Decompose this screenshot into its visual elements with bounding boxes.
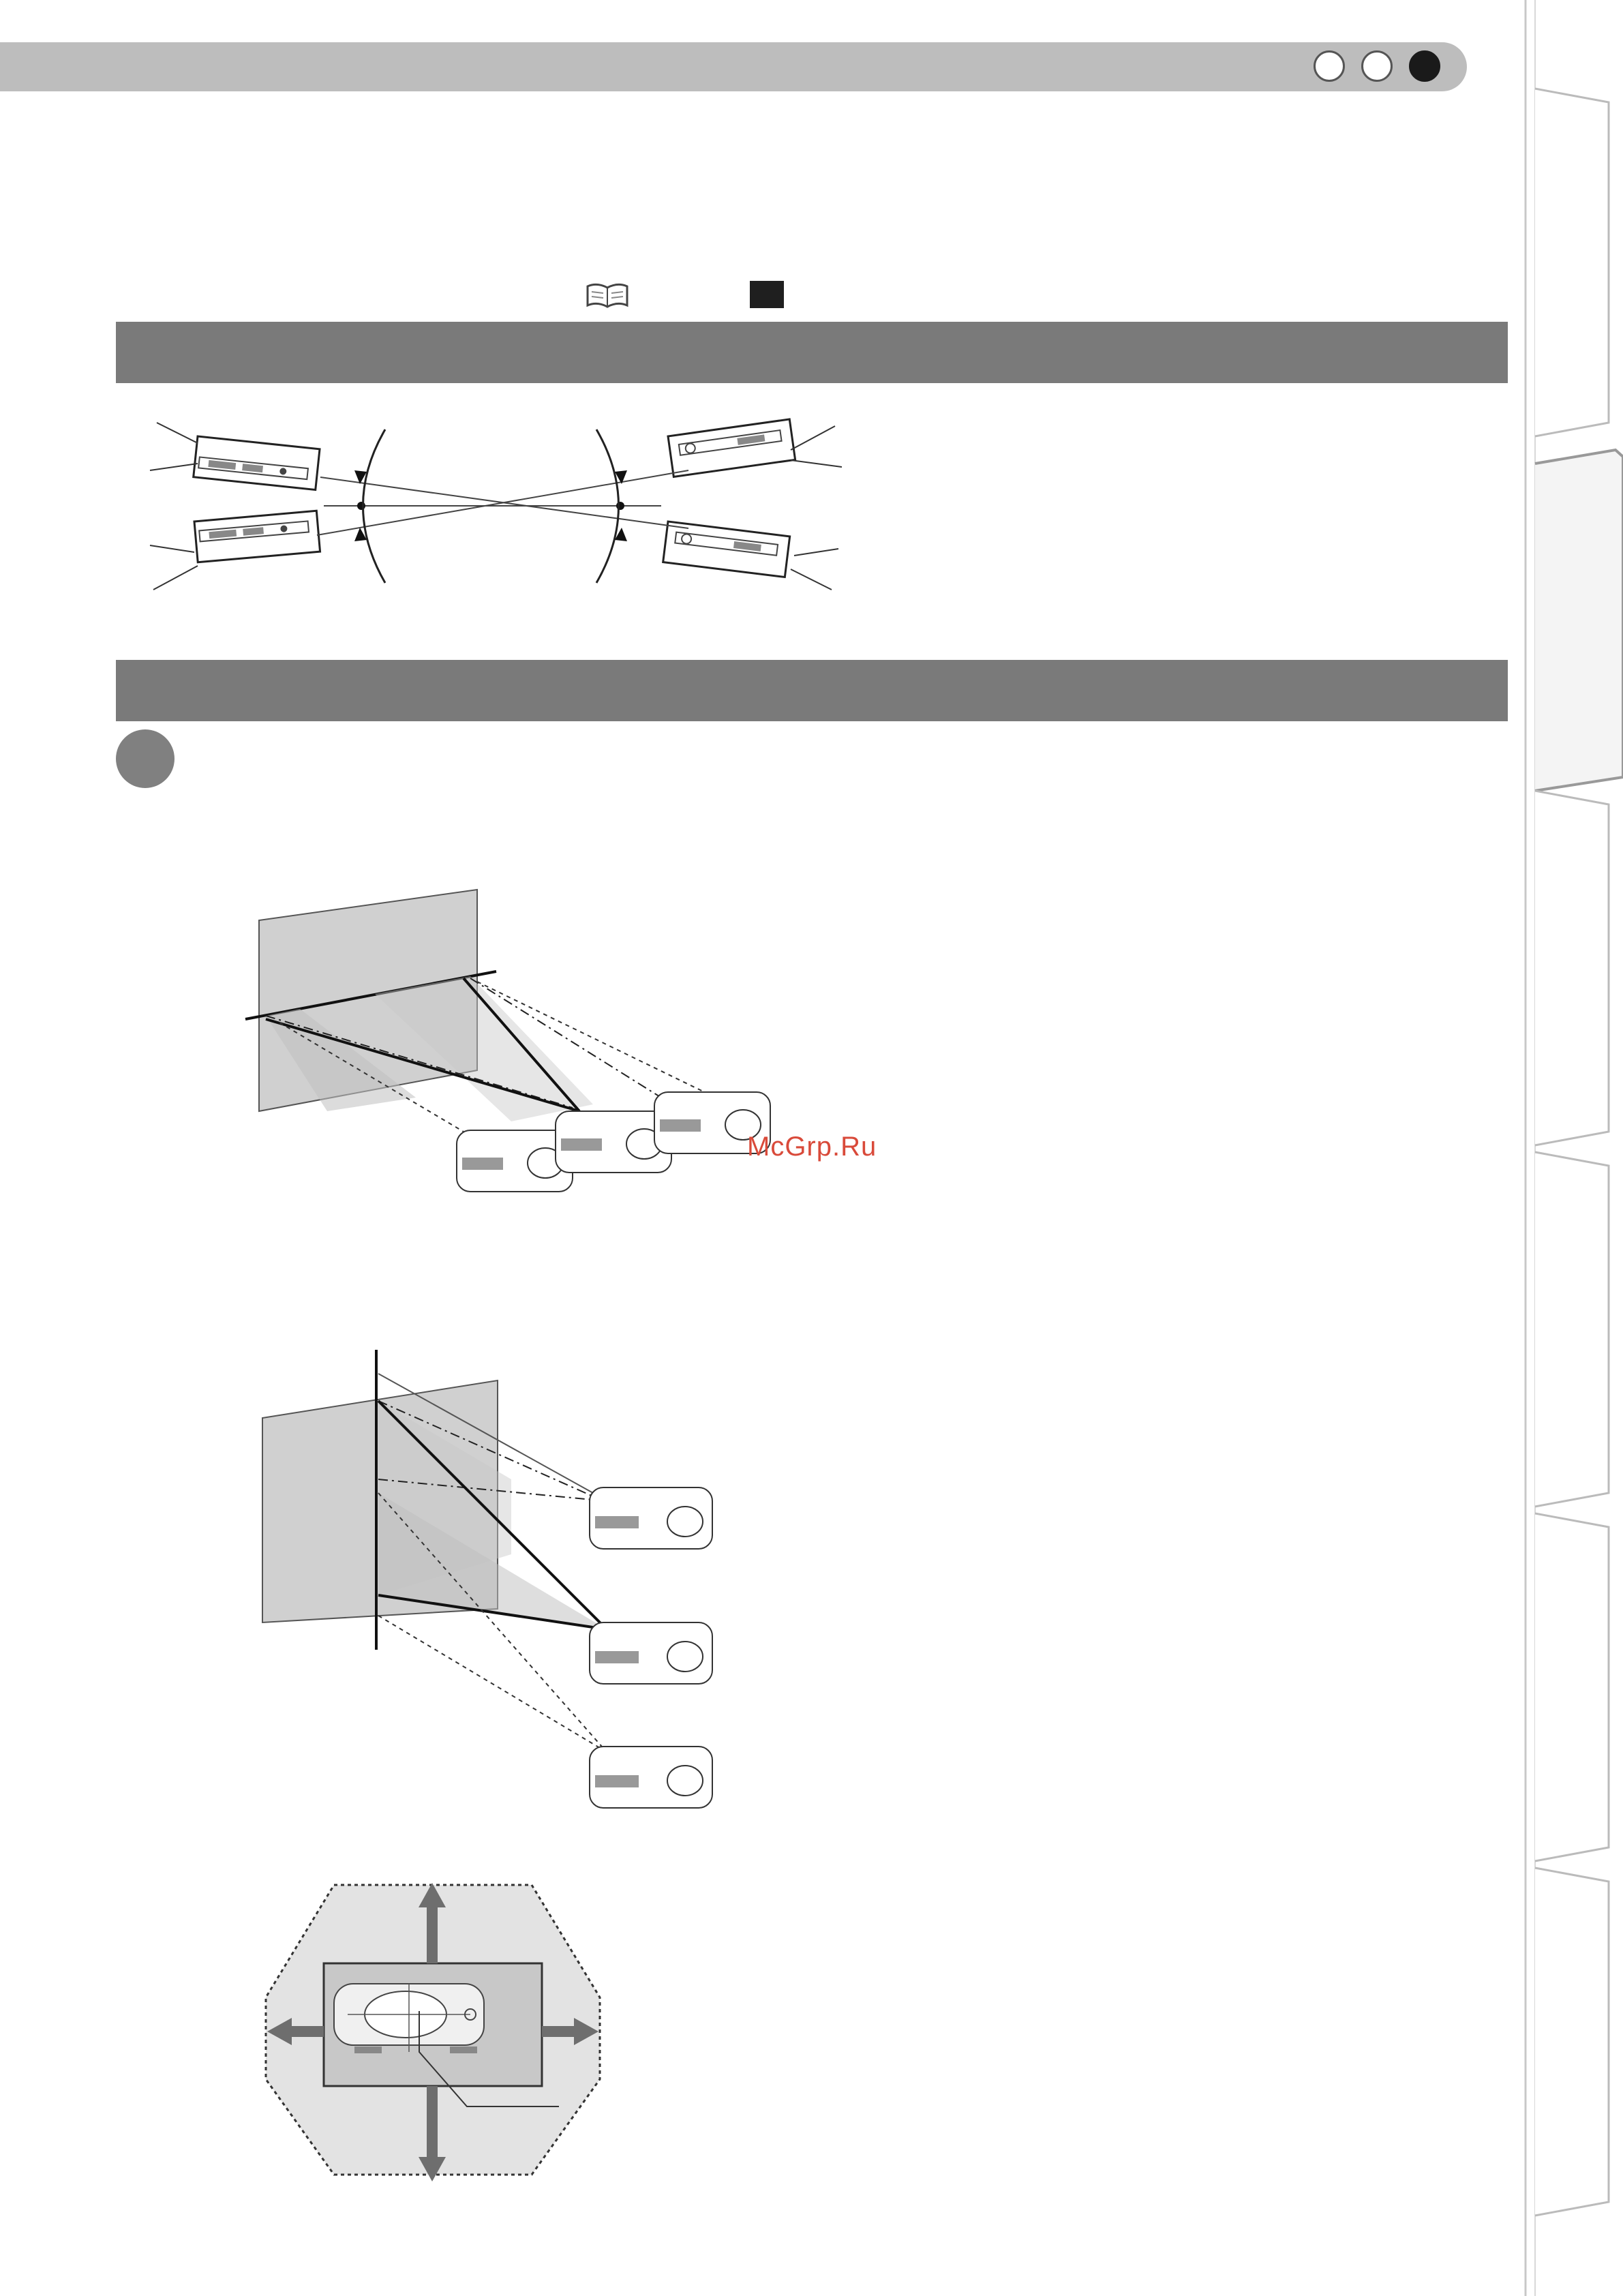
chapter-tab-4[interactable] — [1535, 1152, 1609, 1507]
step-dot-2 — [1361, 50, 1393, 82]
projector-right-upper — [668, 419, 795, 477]
watermark: McGrp.Ru — [747, 1132, 877, 1162]
projector-right-lower — [663, 522, 790, 577]
step-bullet — [116, 729, 175, 788]
step-dot-1 — [1314, 50, 1345, 82]
chapter-tab-3[interactable] — [1535, 791, 1609, 1145]
step-dot-3-active — [1409, 50, 1440, 82]
black-square-icon — [750, 281, 784, 308]
header-bar — [0, 42, 1467, 91]
projector-left-lower — [194, 511, 320, 562]
shift-range-figure — [259, 1875, 613, 2188]
chapter-tab-6[interactable] — [1535, 1868, 1609, 2216]
horizontal-shift-figure — [239, 879, 784, 1207]
chapter-tab-2-active[interactable] — [1535, 450, 1623, 791]
projector-front-view — [334, 1984, 484, 2053]
chapter-tab-5[interactable] — [1535, 1513, 1609, 1861]
projector-middle — [590, 1622, 712, 1684]
lens-shift-section-header — [116, 660, 1508, 721]
tilt-angle-figure — [143, 409, 852, 600]
tilt-section-header — [116, 322, 1508, 383]
chapter-tab-strip — [1520, 0, 1623, 2296]
projector-left-upper — [194, 436, 320, 489]
chapter-tab-1[interactable] — [1535, 89, 1609, 436]
book-icon — [585, 282, 630, 309]
projector-bottom — [590, 1747, 712, 1808]
projector-top — [590, 1487, 712, 1549]
vertical-shift-figure — [252, 1343, 743, 1834]
